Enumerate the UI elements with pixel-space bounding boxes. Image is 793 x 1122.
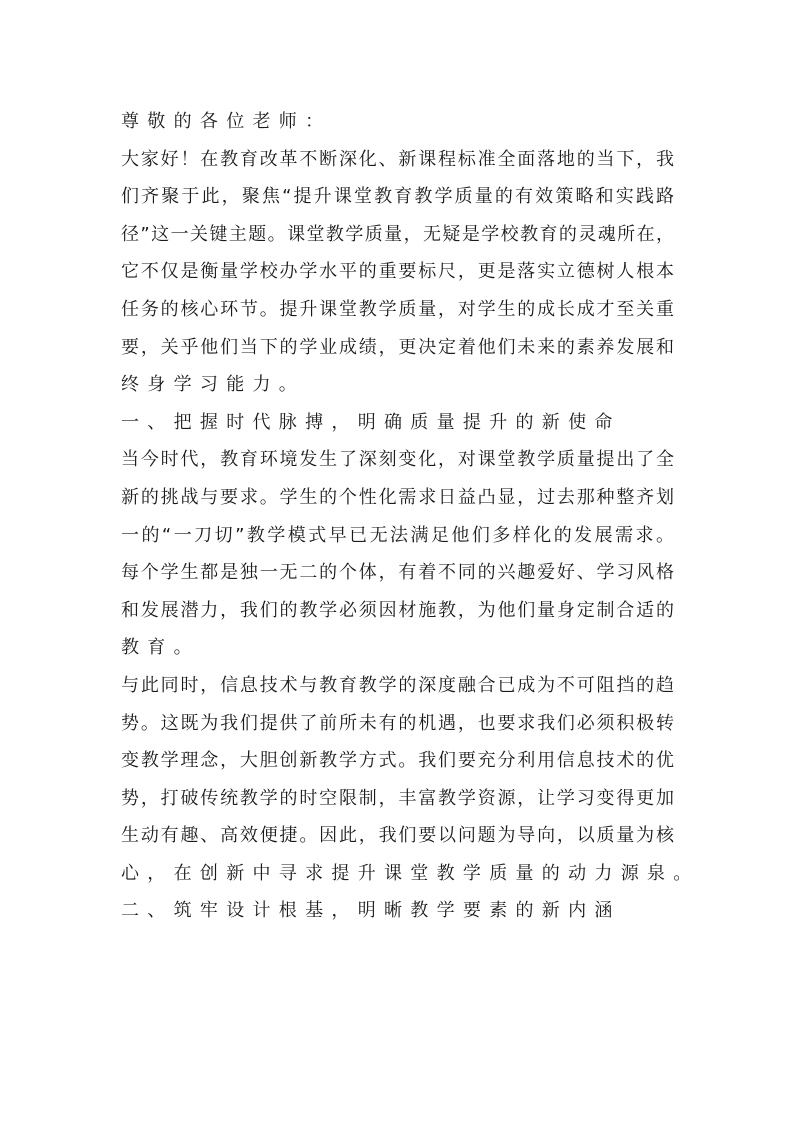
text-line: 终身学习能力。: [121, 374, 306, 396]
document-page: [121, 103, 700, 930]
text-line: 和发展潜力，我们的教学必须因材施教，为他们量身定制合适的: [121, 599, 674, 621]
text-line: 每个学生都是独一无二的个体，有着不同的兴趣爱好、学习风格: [121, 562, 674, 584]
text-line: 任务的核心环节。提升课堂教学质量，对学生的成长成才至关重: [121, 298, 674, 320]
intro-paragraph: [121, 141, 674, 404]
text-line: 与此同时，信息技术与教育教学的深度融合已成为不可阻挡的趋: [121, 674, 674, 696]
section-heading-1: 一、把握时代脉搏，明确质量提升的新使命: [121, 411, 621, 433]
text-line: 一的“一刀切”教学模式早已无法满足他们多样化的发展需求。: [121, 524, 674, 546]
text-line: 们齐聚于此，聚焦“提升课堂教育教学质量的有效策略和实践路: [121, 186, 674, 208]
salutation: 尊敬的各位老师：: [121, 111, 332, 132]
text-line: 大家好！在教育改革不断深化、新课程标准全面落地的当下，我: [121, 148, 674, 170]
section-1-paragraph-1: [121, 441, 674, 667]
text-line: 势。这既为我们提供了前所未有的机遇，也要求我们必须积极转: [121, 712, 674, 734]
text-line: 变教学理念，大胆创新教学方式。我们要充分利用信息技术的优: [121, 750, 674, 772]
text-line: 它不仅是衡量学校办学水平的重要标尺，更是落实立德树人根本: [121, 261, 674, 283]
section-heading-2: 二、筑牢设计根基，明晰教学要素的新内涵: [121, 900, 621, 922]
section-1-paragraph-2: [121, 667, 700, 893]
text-line: 心，在创新中寻求提升课堂教学质量的动力源泉。: [121, 862, 700, 884]
text-line: 要，关乎他们当下的学业成绩，更决定着他们未来的素养发展和: [121, 336, 674, 358]
text-line: 势，打破传统教学的时空限制，丰富教学资源，让学习变得更加: [121, 787, 674, 809]
text-line: 当今时代，教育环境发生了深刻变化，对课堂教学质量提出了全: [121, 449, 674, 471]
text-line: 生动有趣、高效便捷。因此，我们要以问题为导向，以质量为核: [121, 825, 674, 847]
text-line: 径”这一关键主题。课堂教学质量，无疑是学校教育的灵魂所在，: [121, 223, 674, 245]
text-line: 新的挑战与要求。学生的个性化需求日益凸显，过去那种整齐划: [121, 486, 674, 508]
text-line: 教育。: [121, 637, 200, 659]
